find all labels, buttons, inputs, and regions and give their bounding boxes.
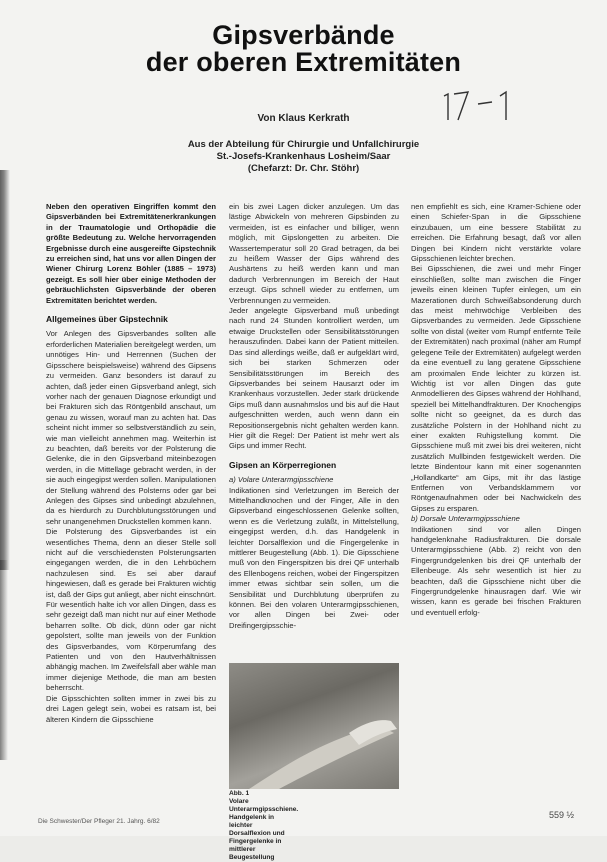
body-paragraph: Vor Anlegen des Gipsverbandes sollten alle erforderlichen Materialien bereitgelegt werden, um unnötiges Hin- und Herrennen (Suchen der Gipsschere beispielsweise) während des Gipsens zu vermeiden. Ganz besonders ist darauf zu achten, daß jeder einen Gipsverband anlegt, sich vorher nach der genauen Diagnose erkundigt und bei Frakturen sich das Röntgenbild anschaut, um genau zu wissen, worauf man zu achten hat. Das scheint nicht immer so selbstverständlich zu sein, wie man vielleicht annehmen mag. Weiterhin ist zu beachten, daß bereits vor der Polsterung die Gelenke, die in den Gipsverband miteinbezogen werden, in die Mittellage gebracht werden, in der sie auch eingegipst werden sollen. Manipulationen der Stellung während des Polsterns oder gar bei Anlegen des Gipses sind unbedingt abzulehnen, da es hierdurch zu Durchblutungsstörungen und sehr unangenehmen Druckstellen kommen kann. [46, 329, 216, 526]
figure-photo [229, 663, 399, 789]
section-heading: Gipsen an Körperregionen [229, 459, 337, 470]
section-heading: Allgemeines über Gipstechnik [46, 314, 168, 325]
body-paragraph: Bei Gipsschienen, die zwei und mehr Finger einschließen, sollte man zwischen die Finger jeweils einen kleinen Tupfer einlegen, um ein Mazerationen durch Schweißabsonderung durch das meist mehrwöchige Verbleiben des Gipsverbandes zu vermeiden. Jede Gipsschiene sollte von distal (weiter vom Rumpf entfernte Teile der Extremitäten) nach proximal (näher am Rumpf gelegene Teile der Extremitäten) aufgelegt werden da eine eventuell zu lang geratene Gipsschiene am proximalen Ende leichter zu kürzen ist. Wichtig ist vor allen Dingen das gute Anmodellieren des Gipses während der Hohlhand, speziell bei Mittelhandfrakturen. Der Knochengips sollte nicht so geeignet, da es durch das zusätzliche Polstern in der Hohlhand nicht zu einer exakten Ruhigstellung kommt. Die Gipsschiene muß mit zwei bis drei weiteren, nicht zusätzlich Mullbinden festgewickelt werden. Die letzte Bindentour kann mit einer sogenannten „Hollandkarte“ am Gips, mit ihr das lästige Entfernen von Verbandsklammern vor Röntgenaufnahmen oder bei Nachwickeln des Gipses zu ersparen. [411, 264, 581, 513]
affiliation-line: St.-Josefs-Krankenhaus Losheim/Saar [216, 151, 391, 162]
article-title-line1: Gipsverbände [212, 20, 395, 50]
caption-label: Abb. 1 [229, 790, 250, 797]
text-column-1 [46, 202, 216, 824]
plaster-splint-illustration [229, 663, 399, 789]
subsection-heading: b) Dorsale Unterarmgipsschiene [411, 514, 520, 524]
journal-footer: Die Schwester/Der Pfleger 21. Jahrg. 6/82 [38, 818, 160, 825]
caption-text: Volare Unterarmgipsschiene. Handgelenk in leichter Dorsalflexion und Fingergelenke in mittlerer Beugestellung [229, 798, 299, 861]
body-paragraph: Die Gipsschichten sollten immer in zwei bis zu drei Lagen gelegt sein, wobei es ratsam ist, bei älteren Kindern die Gipsschiene [46, 693, 216, 724]
body-paragraph: ein bis zwei Lagen dicker anzulegen. Um das lästige Abwickeln von mehreren Gipsbinden zu vermeiden, ist es einfacher und billiger, wenn möglich, mit Gipslongetten zu arbeiten. Die Wassertemperatur soll 20 Grad betragen, da bei zu heißem Wasser der Gips während des Aushärtens zu heiß werden kann und man dadurch Verbrennungen im Bereich der Haut erzeugt. Gips schnell wieder zu entfernen, um Verbrennungen zu vermeiden. [229, 202, 399, 305]
scan-shadow-edge [0, 170, 10, 570]
text-column-2 [229, 202, 399, 660]
figure-caption [229, 790, 299, 862]
lead-paragraph: Neben den operativen Eingriffen kommt den Gipsverbänden bei Extremitätenerkrankungen in der Traumatologie und Orthopädie die größte Bedeutung zu. Welche hervorragenden Ergebnisse durch eine ausgereifte Gipstechnik zu erreichen sind, hat uns vor allen Dingen der Wiener Chirurg Lorenz Böhler (1885 – 1973) gezeigt. Es soll hier über einige Methoden der gebräuchlichsten Gipsverbände der oberen Extremitäten berichtet werden. [46, 202, 216, 305]
page-number: 559 ½ [549, 810, 575, 820]
text-column-3 [411, 202, 581, 824]
article-title-line2: der oberen Extremitäten [145, 47, 462, 77]
body-paragraph: Jeder angelegte Gipsverband muß unbedingt nach rund 24 Stunden kontrolliert werden, um etwaige Druckstellen oder Sensibilitätsstörungen herauszufinden. Dabei kann der Patient mitteilen. Das sind allerdings weiße, daß er aufgeklärt wird, sich bei starken Schmerzen oder Sensibilitätsstörungen im Bereich des Gipsverbandes bei seinem Hausarzt oder im Krankenhaus vorzustellen. Jeder stark drückende Gips muß dann ausnahmslos und bis auf die Haut aufgeschnitten werden, auch wenn dann ein Repositionsergebnis nicht gehalten werden kann. Hier gilt die Regel: Der Patient ist mehr wert als Gips und immer Recht. [229, 306, 399, 451]
body-paragraph: Indikationen sind Verletzungen im Bereich der Mittelhandknochen und der Finger, Alle in den Gipsverband eingeschlossenen Gelenke sollten, wenn es die Verletzung zuläßt, in Mittelstellung, eingegipst werden, d.h. das Handgelenk in leichter Dorsalflexion und die Fingergelenke in mittlerer Beugestellung (Abb. 1). Die Gipsschiene muß von den Fingerspitzen bis drei QF unterhalb des Ellenbogens reichen, wobei der Fingerspitzen immer etwas sichtbar sein sollen, um die Sensibilität und Durchblutung überprüfen zu können. Bei den volaren Unterarmgipsschienen, vor allen Dingen bei Zwei- oder Dreifingergipsschie- [229, 485, 399, 630]
body-paragraph: Die Polsterung des Gipsverbandes ist ein wesentliches Thema, denn an dieser Stelle soll nicht auf die verschiedensten Polsterungsarten eingegangen werden, die in den Lehrbüchern nachzulesen sind. Es sei aber darauf hingewiesen, daß es gerade bei Frakturen wichtig ist, daß der Gips gut anliegt, aber nicht einschnürt. Für wesentlich halte ich vor allen Dingen, dass es sehr gezeigt daß man nicht nur auf einer Methode beharren sollte. Ob dick, dünn oder gar nicht gepolstert, sollte man jeweils von der Funktion des Gipsverbandes, vom Körperumfang des Patienten und von den Hautverhältnissen abhängig machen. Im Zweifelsfall aber wähle man immer diejenige Methode, die man am besten beherrscht. [46, 527, 216, 693]
affiliation-line: Aus der Abteilung für Chirurgie und Unfallchirurgie [187, 139, 420, 150]
affiliation-line: (Chefarzt: Dr. Chr. Stöhr) [247, 163, 360, 174]
author-byline: Von Klaus Kerkrath [257, 113, 350, 124]
scan-shadow-edge [0, 560, 8, 760]
subsection-heading: a) Volare Unterarmgipsschiene [229, 475, 334, 485]
body-paragraph: Indikationen sind vor allen Dingen handgelenknahe Radiusfrakturen. Die dorsale Unterarmgipsschiene (Abb. 2) reicht von den Fingergrundgelenken bis drei QF unterhalb der Ellenbeuge. Als sehr wesentlich ist hier zu beachten, daß die Gipsschiene nicht über die Fingergrundgelenke hinausragen darf. Wie wir wissen, kann es gerade bei frischen Frakturen und eventuell erfolg- [411, 524, 581, 617]
body-paragraph: nen empfiehlt es sich, eine Kramer-Schiene oder einen Schiefer-Span in die Gipsschiene einzubauen, um eine bessere Stabilität zu erreichen. Die Erfahrung besagt, daß vor allen Dingen bei Kindern nicht verstärkte volare Gipsschienen leichter brechen. [411, 202, 581, 264]
affiliation-block [0, 139, 607, 175]
